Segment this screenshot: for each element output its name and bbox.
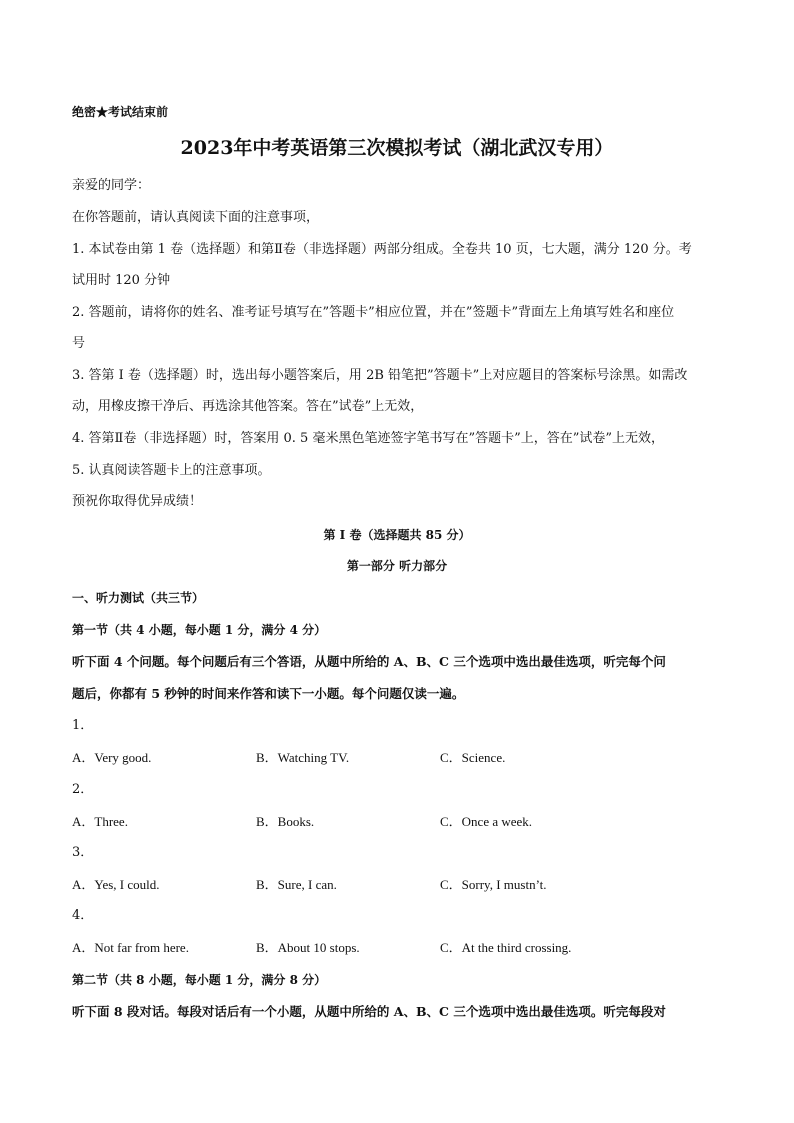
section-1-instruction: 听下面 4 个问题。每个问题后有三个答语，从题中所给的 A、B、C 三个选项中选出最佳选项，听完每个问 bbox=[72, 654, 666, 669]
question-4-option-a: A．Not far from here. bbox=[72, 940, 189, 955]
question-4-option-b: B．About 10 stops. bbox=[256, 940, 360, 955]
notice-item-3: 3. 答第 I 卷（选择题）时，选出每小题答案后，用 2B 铅笔把”答题卡”上对应题目的答案标号涂黑。如需改 bbox=[72, 368, 688, 383]
question-number: 4． bbox=[72, 908, 94, 923]
notice-intro: 在你答题前，请认真阅读下面的注意事项， bbox=[72, 210, 320, 225]
question-3-option-a: A．Yes, I could. bbox=[72, 877, 160, 892]
question-2-option-b: B．Books. bbox=[256, 814, 315, 829]
good-luck-wish: 预祝你取得优异成绩！ bbox=[72, 494, 203, 509]
volume-title: 第 I 卷（选择题共 85 分） bbox=[323, 528, 471, 542]
greeting: 亲爱的同学： bbox=[72, 178, 151, 193]
question-3-option-b: B．Sure, I can. bbox=[256, 877, 337, 892]
question-number: 3． bbox=[72, 845, 94, 860]
notice-item-4: 4. 答第Ⅱ卷（非选择题）时，答案用 0. 5 毫米黑色笔迹签字笔书写在”答题卡”上，答在”试卷”上无效， bbox=[72, 431, 665, 446]
question-4-option-c: C．At the third crossing. bbox=[440, 940, 572, 955]
section-1-heading: 第一节（共 4 小题，每小题 1 分，满分 4 分） bbox=[72, 623, 327, 637]
notice-item-2-cont: 号 bbox=[72, 336, 86, 351]
notice-item-1-cont: 试用时 120 分钟 bbox=[72, 273, 171, 288]
question-2-option-a: A．Three. bbox=[72, 814, 128, 829]
question-1-option-a: A．Very good. bbox=[72, 750, 152, 765]
confidential-label: 绝密★考试结束前 bbox=[72, 105, 169, 119]
notice-item-2: 2. 答题前，请将你的姓名、准考证号填写在”答题卡”相应位置，并在”签题卡”背面左上角填写姓名和座位 bbox=[72, 305, 675, 320]
page-title: 2023年中考英语第三次模拟考试（湖北武汉专用） bbox=[180, 137, 614, 159]
question-3-option-c: C．Sorry, I mustn’t. bbox=[440, 877, 547, 892]
question-2-option-c: C．Once a week. bbox=[440, 814, 533, 829]
question-1-option-b: B．Watching TV. bbox=[256, 750, 350, 765]
notice-item-5: 5. 认真阅读答题卡上的注意事项。 bbox=[72, 463, 271, 478]
question-number: 1． bbox=[72, 718, 94, 733]
question-number: 2． bbox=[72, 782, 94, 797]
section-2-heading: 第二节（共 8 小题，每小题 1 分，满分 8 分） bbox=[72, 973, 327, 987]
notice-item-3-cont: 动，用橡皮擦干净后、再选涂其他答案。答在”试卷”上无效， bbox=[72, 399, 424, 414]
listening-heading: 一、听力测试（共三节） bbox=[72, 591, 205, 605]
section-1-instruction-cont: 题后，你都有 5 秒钟的时间来作答和读下一小题。每个问题仅读一遍。 bbox=[72, 686, 465, 701]
notice-item-1: 1. 本试卷由第 1 卷（选择题）和第Ⅱ卷（非选择题）两部分组成。全卷共 10 页，七大题，满分 120 分。考 bbox=[72, 242, 692, 257]
part-title: 第一部分 听力部分 bbox=[346, 559, 448, 573]
section-2-instruction: 听下面 8 段对话。每段对话后有一个小题，从题中所给的 A、B、C 三个选项中选出最佳选项。听完每段对 bbox=[72, 1004, 666, 1019]
question-1-option-c: C．Science. bbox=[440, 750, 506, 765]
